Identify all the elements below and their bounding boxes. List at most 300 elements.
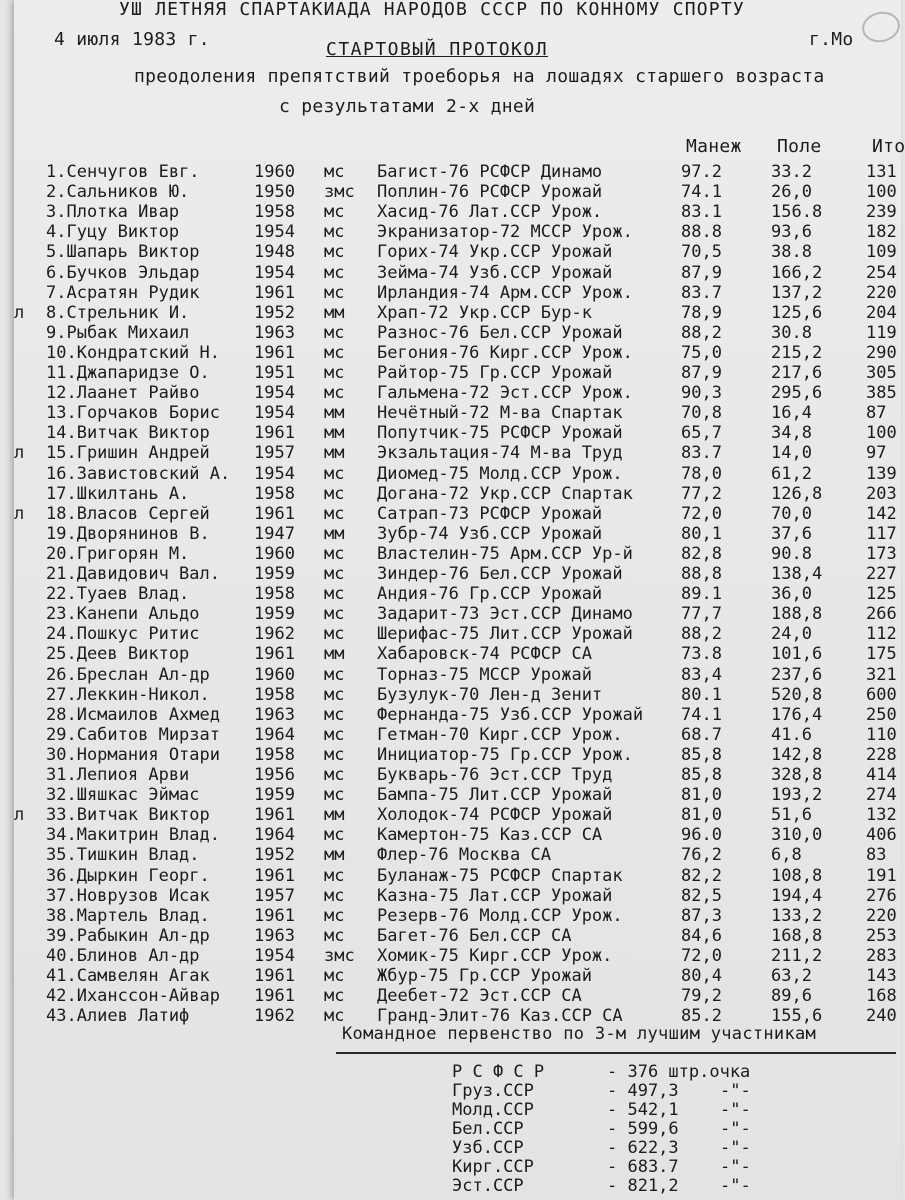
score-pole: 93,6: [771, 222, 812, 243]
table-row: [14, 504, 901, 525]
horse-team: Сатрап-73 РСФСР Урожай: [377, 503, 603, 524]
rider-name: 25.Деев Виктор: [46, 644, 190, 665]
horse-team: Разнос-76 Бел.ССР Урожай: [377, 322, 623, 343]
score-manezh: 82,5: [681, 885, 722, 906]
score-manezh: 89.1: [681, 584, 722, 605]
rider-name: 13.Горчаков Борис: [46, 403, 220, 424]
score-manezh: 76,2: [681, 845, 722, 866]
horse-team: Резерв-76 Молд.ССР Урож.: [377, 905, 623, 926]
birth-year: 1954: [254, 403, 295, 424]
score-total: 139: [866, 463, 897, 484]
team-score-unit: -"-: [720, 1176, 751, 1196]
horse-team: Гетман-70 Кирг.ССР Урож.: [377, 724, 623, 745]
score-pole: 155,6: [771, 1006, 823, 1027]
team-score-unit: -"-: [720, 1138, 751, 1158]
team-standings-title: Командное первенство по 3-м лучшим участникам: [342, 1024, 817, 1044]
horse-team: Поплин-76 РСФСР Урожай: [377, 182, 603, 203]
birth-year: 1954: [254, 945, 295, 966]
table-row: [14, 785, 901, 806]
birth-year: 1958: [254, 483, 295, 504]
score-manezh: 72,0: [681, 503, 722, 524]
score-pole: 63,2: [771, 966, 812, 986]
team-row: [14, 1157, 751, 1177]
table-row: [14, 242, 901, 263]
score-manezh: 88.8: [681, 222, 722, 243]
score-manezh: 82,8: [681, 543, 722, 564]
score-pole: 26,0: [771, 182, 812, 203]
score-manezh: 81,0: [681, 805, 722, 826]
horse-team: Флер-76 Москва СА: [377, 845, 551, 866]
table-row: [14, 222, 901, 243]
score-pole: 51,6: [771, 805, 812, 826]
table-row: [14, 825, 901, 846]
sport-rank: мс: [324, 825, 345, 846]
birth-year: 1957: [254, 885, 295, 906]
score-manezh: 74.1: [681, 704, 722, 725]
rider-name: 12.Лаанет Райво: [46, 383, 200, 404]
table-row: [14, 966, 901, 987]
score-manezh: 77,2: [681, 483, 722, 504]
table-row: [14, 182, 901, 203]
sport-rank: мс: [324, 463, 345, 484]
score-pole: 295,6: [771, 383, 823, 404]
score-manezh: 78,9: [681, 302, 722, 323]
sport-rank: мс: [324, 564, 345, 584]
table-row: [14, 162, 901, 183]
protocol-sheet: [14, 0, 905, 1200]
rider-name: 29.Сабитов Мирзат: [46, 724, 220, 745]
event-city: г.Мо: [809, 29, 854, 50]
birth-year: 1961: [254, 423, 295, 444]
score-pole: 137,2: [771, 282, 823, 303]
team-score: - 821,2: [607, 1176, 679, 1196]
document-title: СТАРТОВЫЙ ПРОТОКОЛ: [326, 39, 549, 60]
rider-name: 34.Макитрин Влад.: [46, 825, 220, 846]
score-pole: 38.8: [771, 242, 812, 263]
team-score-unit: -"-: [720, 1157, 751, 1177]
column-header-manezh: Манеж: [686, 136, 742, 157]
sport-rank: мс: [324, 202, 345, 223]
birth-year: 1958: [254, 684, 295, 705]
birth-year: 1958: [254, 202, 295, 223]
score-manezh: 90,3: [681, 383, 722, 404]
sport-rank: мс: [324, 322, 345, 343]
horse-team: Догана-72 Укр.ССР Спартак: [377, 483, 633, 504]
team-row: [14, 1100, 751, 1120]
birth-year: 1951: [254, 363, 295, 383]
row-mark: л: [14, 302, 25, 323]
sport-rank: мс: [324, 383, 345, 404]
team-score-unit: -"-: [720, 1119, 751, 1139]
table-row: [14, 866, 901, 887]
score-total: 112: [866, 624, 897, 645]
table-row: [14, 765, 901, 786]
score-manezh: 83.7: [681, 282, 722, 303]
score-pole: 211,2: [771, 945, 823, 966]
team-score: - 622,3: [607, 1138, 679, 1158]
sport-rank: мс: [324, 785, 345, 806]
team-score: - 599,6: [607, 1119, 679, 1139]
horse-team: Буланаж-75 РСФСР Спартак: [377, 865, 623, 886]
horse-team: Андия-76 Гр.ССР Урожай: [377, 584, 603, 605]
sport-rank: мс: [324, 222, 345, 243]
horse-team: Властелин-75 Арм.ССР Ур-й: [377, 543, 633, 564]
score-total: 414: [866, 765, 897, 785]
sport-rank: мс: [324, 1006, 345, 1027]
score-pole: 16,4: [771, 403, 812, 424]
table-row: [14, 383, 901, 404]
score-manezh: 70,5: [681, 242, 722, 263]
horse-team: Гранд-Элит-76 Каз.ССР СА: [377, 1006, 623, 1027]
horse-team: Бампа-75 Лит.ССР Урожай: [377, 785, 613, 806]
score-pole: 166,2: [771, 262, 823, 283]
score-pole: 24,0: [771, 624, 812, 645]
horse-team: Экзальтация-74 М-ва Труд: [377, 443, 623, 464]
sport-rank: мс: [324, 664, 345, 685]
team-score: - 683.7: [607, 1157, 679, 1177]
score-manezh: 88,2: [681, 322, 722, 343]
score-manezh: 87,9: [681, 262, 722, 283]
rider-name: 21.Давидович Вал.: [46, 564, 220, 584]
team-score: - 542,1: [607, 1100, 679, 1120]
sport-rank: мс: [324, 624, 345, 645]
table-row: [14, 464, 901, 485]
score-manezh: 83.7: [681, 443, 722, 464]
document-subtitle: преодоления препятствий троеборья на лошадях старшего возраста: [134, 66, 825, 87]
rider-name: 19.Дворянинов В.: [46, 523, 210, 544]
rider-name: 10.Кондратский Н.: [46, 342, 220, 363]
team-name: Эст.ССР: [452, 1176, 524, 1196]
score-total: 173: [866, 543, 897, 564]
sport-rank: мм: [324, 644, 345, 665]
birth-year: 1961: [254, 986, 295, 1007]
table-row: [14, 644, 901, 665]
score-manezh: 87,3: [681, 905, 722, 926]
table-row: [14, 805, 901, 826]
score-manezh: 84,6: [681, 925, 722, 946]
rider-name: 27.Леккин-Никол.: [46, 684, 210, 705]
birth-year: 1961: [254, 503, 295, 524]
score-total: 321: [866, 664, 897, 685]
sport-rank: мм: [324, 805, 345, 826]
score-total: 132: [866, 805, 897, 826]
score-pole: 193,2: [771, 785, 823, 806]
sport-rank: мс: [324, 744, 345, 765]
team-name: Груз.ССР: [452, 1081, 534, 1101]
sport-rank: змс: [324, 182, 355, 203]
score-total: 87: [866, 403, 887, 424]
birth-year: 1957: [254, 443, 295, 464]
table-row: [14, 745, 901, 766]
sport-rank: мс: [324, 765, 345, 785]
score-manezh: 78,0: [681, 463, 722, 484]
team-name: Узб.ССР: [452, 1138, 524, 1158]
score-manezh: 75,0: [681, 342, 722, 363]
horse-team: Шерифас-75 Лит.ССР Урожай: [377, 624, 633, 645]
score-manezh: 72,0: [681, 945, 722, 966]
score-total: 142: [866, 503, 897, 524]
horse-team: Багет-76 Бел.ССР СА: [377, 925, 572, 946]
birth-year: 1961: [254, 805, 295, 826]
table-row: [14, 705, 901, 726]
table-row: [14, 524, 901, 545]
rider-name: 6.Бучков Эльдар: [46, 262, 200, 283]
score-manezh: 79,2: [681, 986, 722, 1007]
team-row: [14, 1062, 751, 1082]
table-row: [14, 544, 901, 565]
horse-team: Букварь-76 Эст.ССР Труд: [377, 765, 613, 785]
score-total: 203: [866, 483, 897, 504]
sport-rank: мс: [324, 282, 345, 303]
score-total: 119: [866, 322, 897, 343]
score-pole: 14,0: [771, 443, 812, 464]
team-score-unit: -"-: [720, 1081, 751, 1101]
table-row: [14, 926, 901, 947]
rider-name: 26.Бреслан Ал-др: [46, 664, 210, 685]
sport-rank: мс: [324, 925, 345, 946]
score-pole: 328,8: [771, 765, 823, 785]
score-pole: 168,8: [771, 925, 823, 946]
score-total: 290: [866, 342, 897, 363]
horse-team: Инициатор-75 Гр.ССР Урож.: [377, 744, 633, 765]
rider-name: 20.Григорян М.: [46, 543, 190, 564]
score-total: 253: [866, 925, 897, 946]
score-manezh: 88,2: [681, 624, 722, 645]
sport-rank: змс: [324, 945, 355, 966]
horse-team: Горих-74 Укр.ССР Урожай: [377, 242, 613, 263]
team-row: [14, 1176, 751, 1196]
table-row: [14, 403, 901, 424]
horse-team: Камертон-75 Каз.ССР СА: [377, 825, 603, 846]
horse-team: Диомед-75 Молд.ССР Урож.: [377, 463, 623, 484]
sport-rank: мс: [324, 986, 345, 1007]
score-manezh: 80,4: [681, 966, 722, 986]
score-pole: 89,6: [771, 986, 812, 1007]
birth-year: 1950: [254, 182, 295, 203]
score-total: 110: [866, 724, 897, 745]
score-pole: 36,0: [771, 584, 812, 605]
score-manezh: 82,2: [681, 865, 722, 886]
score-total: 227: [866, 564, 897, 584]
table-row: [14, 725, 901, 746]
document-subtitle-days: с результатами 2-х дней: [279, 96, 536, 117]
sport-rank: мм: [324, 523, 345, 544]
table-row: [14, 604, 901, 625]
rider-name: 1.Сенчугов Евг.: [46, 162, 200, 182]
score-pole: 176,4: [771, 704, 823, 725]
birth-year: 1963: [254, 322, 295, 343]
score-total: 250: [866, 704, 897, 725]
score-total: 228: [866, 744, 897, 765]
sport-rank: мм: [324, 423, 345, 444]
table-row: [14, 283, 901, 304]
team-row: [14, 1081, 751, 1101]
sport-rank: мс: [324, 966, 345, 986]
score-pole: 90.8: [771, 543, 812, 564]
table-row: [14, 946, 901, 967]
score-total: 305: [866, 363, 897, 383]
event-date: 4 июля 1983 г.: [54, 29, 210, 50]
rider-name: 37.Новрузов Исак: [46, 885, 210, 906]
score-manezh: 68.7: [681, 724, 722, 745]
horse-team: Хомик-75 Кирг.ССР Урож.: [377, 945, 613, 966]
score-pole: 30.8: [771, 322, 812, 343]
rider-name: 15.Гришин Андрей: [46, 443, 210, 464]
sport-rank: мс: [324, 885, 345, 906]
horse-team: Хабаровск-74 РСФСР СА: [377, 644, 592, 665]
rider-name: 30.Нормания Отари: [46, 744, 220, 765]
table-row: [14, 263, 901, 284]
team-name: Кирг.ССР: [452, 1157, 534, 1177]
score-total: 220: [866, 905, 897, 926]
horse-team: Бегония-76 Кирг.ССР Урож.: [377, 342, 633, 363]
birth-year: 1954: [254, 262, 295, 283]
horse-team: Холодок-74 РСФСР Урожай: [377, 805, 613, 826]
birth-year: 1961: [254, 905, 295, 926]
sport-rank: мс: [324, 724, 345, 745]
column-header-pole: Поле: [777, 136, 822, 157]
score-pole: 156.8: [771, 202, 823, 223]
table-row: [14, 906, 901, 927]
score-total: 283: [866, 945, 897, 966]
rider-name: 4.Гуцу Виктор: [46, 222, 180, 243]
table-row: [14, 303, 901, 324]
birth-year: 1952: [254, 845, 295, 866]
table-row: [14, 423, 901, 444]
score-total: 168: [866, 986, 897, 1007]
score-total: 600: [866, 684, 897, 705]
score-total: 239: [866, 202, 897, 223]
birth-year: 1964: [254, 724, 295, 745]
score-total: 125: [866, 584, 897, 605]
birth-year: 1947: [254, 523, 295, 544]
rider-name: 43.Алиев Латиф: [46, 1006, 190, 1027]
score-manezh: 88,8: [681, 564, 722, 584]
birth-year: 1961: [254, 644, 295, 665]
sport-rank: мс: [324, 704, 345, 725]
score-total: 97: [866, 443, 887, 464]
team-score: - 497,3: [607, 1081, 679, 1101]
score-total: 276: [866, 885, 897, 906]
table-row: [14, 845, 901, 866]
rider-name: 35.Тишкин Влад.: [46, 845, 200, 866]
score-manezh: 83.1: [681, 202, 722, 223]
birth-year: 1954: [254, 222, 295, 243]
birth-year: 1954: [254, 383, 295, 404]
rider-name: 2.Сальников Ю.: [46, 182, 190, 203]
score-total: 266: [866, 604, 897, 625]
horse-team: Попутчик-75 РСФСР Урожай: [377, 423, 623, 444]
horse-team: Хасид-76 Лат.ССР Урож.: [377, 202, 603, 223]
row-mark: л: [14, 443, 25, 464]
score-pole: 215,2: [771, 342, 823, 363]
rider-name: 33.Витчак Виктор: [46, 805, 210, 826]
score-pole: 108,8: [771, 865, 823, 886]
score-pole: 33.2: [771, 162, 812, 182]
sport-rank: мс: [324, 543, 345, 564]
score-total: 109: [866, 242, 897, 263]
horse-team: Ирландия-74 Арм.ССР Урож.: [377, 282, 633, 303]
score-manezh: 85,8: [681, 765, 722, 785]
table-row: [14, 363, 901, 384]
sport-rank: мс: [324, 865, 345, 886]
birth-year: 1959: [254, 785, 295, 806]
score-manezh: 81,0: [681, 785, 722, 806]
team-row: [14, 1138, 751, 1158]
score-pole: 126,8: [771, 483, 823, 504]
score-manezh: 80,1: [681, 523, 722, 544]
score-total: 175: [866, 644, 897, 665]
score-total: 406: [866, 825, 897, 846]
rider-name: 39.Рабыкин Ал-др: [46, 925, 210, 946]
corner-stamp: [859, 8, 902, 45]
sport-rank: мс: [324, 162, 345, 182]
horse-team: Нечётный-72 М-ва Спартак: [377, 403, 623, 424]
team-score: - 376 штр.очка: [607, 1062, 751, 1082]
score-pole: 101,6: [771, 644, 823, 665]
score-manezh: 87,9: [681, 363, 722, 383]
rider-name: 32.Шяшкас Эймас: [46, 785, 200, 806]
horse-team: Зубр-74 Узб.ССР Урожай: [377, 523, 603, 544]
sport-rank: мс: [324, 342, 345, 363]
score-total: 117: [866, 523, 897, 544]
score-pole: 37,6: [771, 523, 812, 544]
rider-name: 36.Дыркин Георг.: [46, 865, 210, 886]
rider-name: 38.Мартель Влад.: [46, 905, 210, 926]
birth-year: 1958: [254, 584, 295, 605]
horse-team: Багист-76 РСФСР Динамо: [377, 162, 603, 182]
birth-year: 1961: [254, 342, 295, 363]
rider-name: 31.Лепиоя Арви: [46, 765, 190, 785]
team-score-unit: -"-: [720, 1100, 751, 1120]
rider-name: 40.Блинов Ал-др: [46, 945, 200, 966]
birth-year: 1961: [254, 865, 295, 886]
birth-year: 1959: [254, 604, 295, 625]
team-name: Р С Ф С Р: [452, 1062, 545, 1082]
table-row: [14, 323, 901, 344]
score-pole: 61,2: [771, 463, 812, 484]
rider-name: 7.Асратян Рудик: [46, 282, 200, 303]
score-manezh: 96.0: [681, 825, 722, 846]
score-total: 274: [866, 785, 897, 806]
sport-rank: мс: [324, 684, 345, 705]
horse-team: Гальмена-72 Эст.ССР Урож.: [377, 383, 633, 404]
team-row: [14, 1119, 751, 1139]
table-row: [14, 484, 901, 505]
birth-year: 1964: [254, 825, 295, 846]
team-standings-rule: [336, 1052, 896, 1054]
sport-rank: мс: [324, 503, 345, 524]
score-total: 100: [866, 182, 897, 203]
score-pole: 41.6: [771, 724, 812, 745]
score-pole: 194,4: [771, 885, 823, 906]
horse-team: Деебет-72 Эст.ССР СА: [377, 986, 582, 1007]
rider-name: 17.Шкилтань А.: [46, 483, 190, 504]
score-total: 143: [866, 966, 897, 986]
score-manezh: 85,8: [681, 744, 722, 765]
table-row: [14, 886, 901, 907]
rider-name: 11.Джапаридзе О.: [46, 363, 210, 383]
score-total: 100: [866, 423, 897, 444]
score-total: 191: [866, 865, 897, 886]
rider-name: 14.Витчак Виктор: [46, 423, 210, 444]
horse-team: Райтор-75 Гр.ССР Урожай: [377, 363, 613, 383]
rider-name: 18.Власов Сергей: [46, 503, 210, 524]
row-mark: л: [14, 503, 25, 524]
score-pole: 6,8: [771, 845, 802, 866]
rider-name: 16.Завистовский А.: [46, 463, 231, 484]
horse-team: Зиндер-76 Бел.ССР Урожай: [377, 564, 623, 584]
